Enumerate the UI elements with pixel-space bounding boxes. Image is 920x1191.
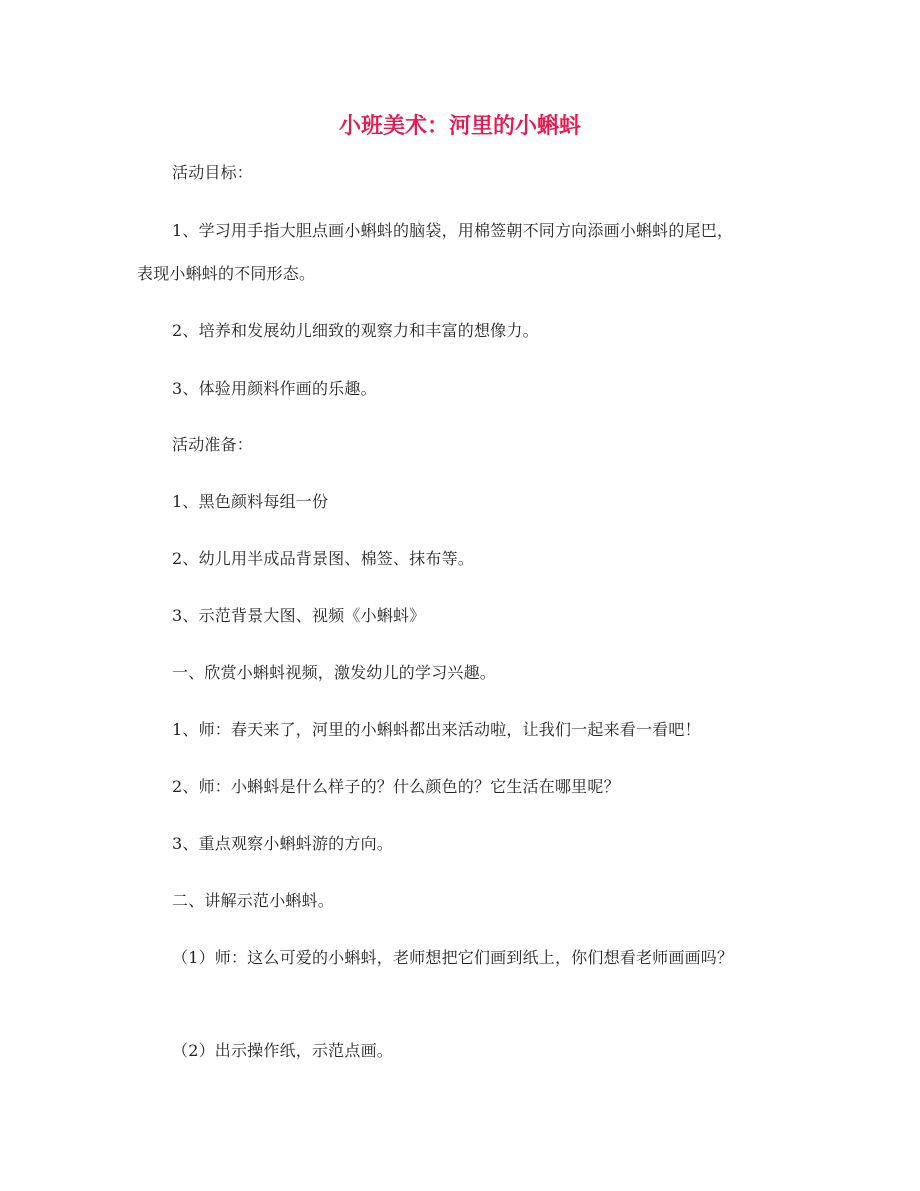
section-heading-step-1: 一、欣赏小蝌蚪视频，激发幼儿的学习兴趣。 xyxy=(172,663,497,682)
section-heading-prep: 活动准备： xyxy=(172,435,254,454)
document-title: 小班美术：河里的小蝌蚪 xyxy=(338,114,581,139)
section-heading-goals: 活动目标： xyxy=(172,163,254,182)
paragraph-prep-3: 3、示范背景大图、视频《小蝌蚪》 xyxy=(172,606,426,625)
paragraph-prep-2: 2、幼儿用半成品背景图、棉签、抹布等。 xyxy=(172,549,474,568)
paragraph-step-1-3: 3、重点观察小蝌蚪游的方向。 xyxy=(172,834,393,853)
paragraph-step-1-2: 2、师：小蝌蚪是什么样子的？什么颜色的？它生活在哪里呢？ xyxy=(172,777,620,796)
paragraph-step-1-1: 1、师：春天来了，河里的小蝌蚪都出来活动啦，让我们一起来看一看吧！ xyxy=(172,720,701,739)
paragraph-goal-1-cont: 表现小蝌蚪的不同形态。 xyxy=(137,264,316,283)
paragraph-step-2-1: （1）师：这么可爱的小蝌蚪，老师想把它们画到纸上，你们想看老师画画吗？ xyxy=(172,948,734,967)
paragraph-goal-2: 2、培养和发展幼儿细致的观察力和丰富的想像力。 xyxy=(172,321,539,340)
paragraph-prep-1: 1、黑色颜料每组一份 xyxy=(172,492,329,511)
paragraph-goal-3: 3、体验用颜料作画的乐趣。 xyxy=(172,379,377,398)
paragraph-step-2-2: （2）出示操作纸，示范点画。 xyxy=(172,1041,393,1060)
paragraph-goal-1: 1、学习用手指大胆点画小蝌蚪的脑袋，用棉签朝不同方向添画小蝌蚪的尾巴， xyxy=(172,221,734,240)
section-heading-step-2: 二、讲解示范小蝌蚪。 xyxy=(172,891,335,910)
